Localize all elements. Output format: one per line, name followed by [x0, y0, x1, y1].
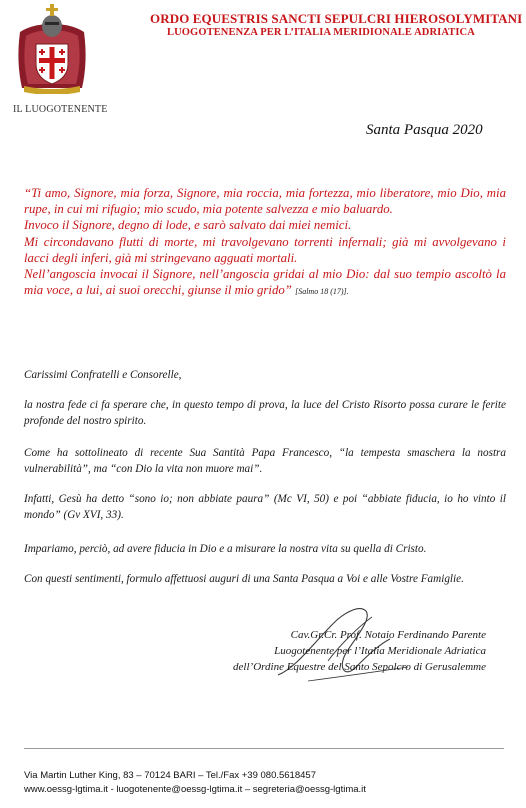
letter-greeting [24, 368, 506, 384]
crest-icon [12, 2, 92, 94]
footer-address: Via Martin Luther King, 83 – 70124 BARI – Tel./Fax +39 080.5618457 [24, 770, 316, 781]
paragraph-text: Impariamo, perciò, ad avere fiducia in Dio e a misurare la nostra vita su quella di Cristo. [24, 543, 427, 555]
org-subtitle: LUOGOTENENZA PER L’ITALIA MERIDIONALE ADRIATICA [167, 27, 475, 38]
letter-paragraph [24, 542, 506, 558]
paragraph-text: Come ha sottolineato di recente Sua Santità Papa Francesco, “la tempesta smaschera la nostra vulnerabilità”, ma “con Dio la vita non muore mai”. [24, 447, 506, 475]
lieutenant-label: IL LUOGOTENENTE [13, 104, 108, 115]
paragraph-text: Infatti, Gesù ha detto “sono io; non abbiate paura” (Mc VI, 50) e poi “abbiate fiducia, io ho vinto il mondo” (Gv XVI, 33). [24, 493, 506, 521]
letter-paragraph [24, 398, 506, 429]
paragraph-text: la nostra fede ci fa sperare che, in questo tempo di prova, la luce del Cristo Risorto possa curare le ferite profonde del nostro spirito. [24, 399, 506, 427]
signatory-name: Cav.Gr.Cr. Prof. Notaio Ferdinando Parente [290, 629, 486, 641]
paragraph-text: Con questi sentimenti, formulo affettuosi auguri di una Santa Pasqua a Voi e alle Vostre Famiglie. [24, 573, 464, 585]
psalm-text: Nell’angoscia invocai il Signore, nell’angoscia gridai al mio Dio: dal suo tempio ascoltò la mia voce, a lui, ai suoi orecchi, giunse il mio grido” [24, 267, 506, 298]
psalm-line: “Ti amo, Signore, mia forza, Signore, mia roccia, mia fortezza, mio liberatore, mio Dio, mia rupe, in cui mi rifugio; mio scudo, mia potente salvezza e mio baluardo. [24, 186, 506, 217]
psalm-line [24, 266, 506, 300]
letter-paragraph [24, 492, 506, 523]
psalm-reference: [Salmo 18 (17)]. [295, 287, 349, 297]
signatory-order: dell’Ordine Equestre del Santo Sepolcro di Gerusalemme [233, 661, 486, 673]
letter-date: Santa Pasqua 2020 [366, 122, 483, 138]
greeting-text: Carissimi Confratelli e Consorelle, [24, 369, 182, 381]
psalm-line: Mi circondavano flutti di morte, mi travolgevano torrenti infernali; già mi avvolgevano i lacci degli inferi, già mi stringevano agguati mortali. [24, 234, 506, 265]
signature-block [200, 627, 486, 675]
letter-paragraph [24, 572, 506, 588]
psalm-quote [24, 185, 506, 300]
footer-divider [24, 748, 504, 749]
psalm-line: Invoco il Signore, degno di lode, e sarò salvato dai miei nemici. [24, 218, 352, 233]
org-title: ORDO EQUESTRIS SANCTI SEPULCRI HIEROSOLYMITANI [150, 11, 523, 26]
letter-paragraph [24, 446, 506, 477]
footer-contacts: www.oessg-lgtima.it - luogotenente@oessg-lgtima.it – segreteria@oessg-lgtima.it [24, 784, 366, 795]
signatory-role: Luogotenente per l’Italia Meridionale Adriatica [274, 645, 486, 657]
